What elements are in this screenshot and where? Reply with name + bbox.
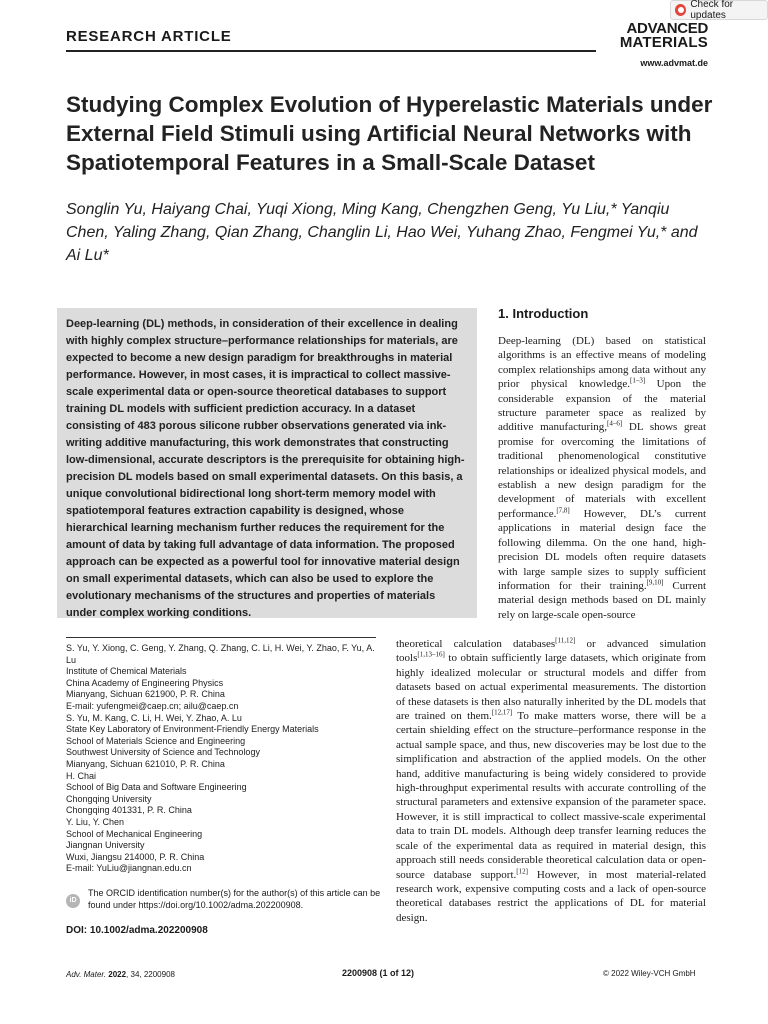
affiliation-line: School of Big Data and Software Engineering	[66, 782, 247, 793]
intro-text: or advanced simulation tools	[396, 638, 706, 665]
page-number: 2200908 (1 of 12)	[342, 968, 415, 978]
affiliation-line: S. Yu, M. Kang, C. Li, H. Wei, Y. Zhao, A. Lu	[66, 712, 242, 723]
affiliation-email[interactable]: E-mail: YuLiu@jiangnan.edu.cn	[66, 863, 192, 874]
header-divider	[66, 50, 596, 52]
intro-text: Deep-learning (DL) based on statistical algorithms is an effective means of modeling complex relationships among data without any prior physical knowledge.	[498, 335, 706, 391]
footer-year: 2022	[108, 970, 127, 979]
reference-link[interactable]: [12]	[516, 866, 528, 875]
reference-link[interactable]: [11,12]	[555, 636, 576, 645]
affiliations-block	[66, 643, 386, 875]
reference-link[interactable]: [7,8]	[556, 506, 570, 515]
affiliation-line: Jiangnan University	[66, 840, 145, 851]
reference-link[interactable]: [1,13–16]	[417, 650, 445, 659]
affiliation-line: School of Materials Science and Engineering	[66, 735, 246, 746]
reference-link[interactable]: [12,17]	[491, 708, 513, 717]
abstract-text: Deep-learning (DL) methods, in consideration of their excellence in dealing with highly complex structure–performance relationships for materials, are expected to become a new design paradigm for breakthroughs in material performance. However, in most cases, it is impractical to collect massive-scale experimental data or open-source theoretical databases to support training DL models with sufficient prediction accuracy. In a dataset consisting of 483 porous silicone rubber observations generated via ink-writing additive manufacturing, this work demonstrates that constructing low-dimensional, accurate descriptors is the prerequisite for obtaining high-precision DL models based on small experimental datasets. On this basis, a unique convolutional bidirectional long short-term memory model with spatiotemporal features extraction capability is designed, whose hierarchical learning mechanism further reduces the requirement for the amount of data by taking full advantage of data information. The proposed approach can be expected as a powerful tool for innovative material design on small experimental datasets, which can also be used to explore the evolutionary mechanisms of the structures and properties of materials under complex working conditions.	[66, 318, 465, 619]
author-list: Songlin Yu, Haiyang Chai, Yuqi Xiong, Ming Kang, Chengzhen Geng, Yu Liu,* Yanqiu Chen, Yaling Zhang, Qian Zhang, Changlin Li, Hao Wei, Yuhang Zhao, Fengmei Yu,* and Ai Lu*	[66, 201, 698, 264]
journal-logo-line1: ADVANCED	[626, 20, 708, 37]
affiliation-line: Wuxi, Jiangsu 214000, P. R. China	[66, 851, 205, 862]
copyright-notice: © 2022 Wiley-VCH GmbH	[603, 969, 696, 978]
check-for-updates-button[interactable]	[670, 0, 768, 20]
check-for-updates-label: Check for updates	[690, 0, 734, 21]
affiliation-line: Chongqing 401331, P. R. China	[66, 805, 192, 816]
affiliation-divider	[66, 637, 376, 638]
affiliation-line: Y. Liu, Y. Chen	[66, 816, 125, 827]
doi-link[interactable]: DOI: 10.1002/adma.202200908	[66, 925, 208, 936]
orcid-note[interactable]: The ORCID identification number(s) for the author(s) of this article can be found under https://doi.org/10.1002/adma.202200908.	[88, 888, 381, 910]
affiliation-line: Southwest University of Science and Technology	[66, 747, 260, 758]
affiliation-line: China Academy of Engineering Physics	[66, 677, 224, 688]
intro-text: Current material design methods based on DL mainly rely on large-scale open-source	[498, 579, 706, 621]
intro-text: theoretical calculation databases	[396, 638, 556, 650]
affiliation-line: S. Yu, Y. Xiong, C. Geng, Y. Zhang, Q. Zhang, C. Li, H. Wei, Y. Zhao, F. Yu, A. Lu	[66, 643, 375, 665]
orcid-icon[interactable]: iD	[66, 894, 80, 908]
journal-logo-line2: MATERIALS	[619, 34, 708, 51]
intro-paragraph-1	[498, 334, 706, 622]
section-heading-introduction: 1. Introduction	[498, 306, 589, 321]
affiliation-email[interactable]: E-mail: yufengmei@caep.cn; ailu@caep.cn	[66, 700, 239, 711]
intro-text: DL shows great promise for overcoming the limitations of traditional phenomenological constitutive relationships or idealized physical models, and establish a new design paradigm for the development of materials with excellent performance.	[498, 421, 706, 520]
affiliation-line: Chongqing University	[66, 793, 152, 804]
affiliation-line: State Key Laboratory of Environment-Friendly Energy Materials	[66, 724, 319, 735]
journal-logo[interactable]	[606, 22, 708, 50]
reference-link[interactable]: [9,10]	[646, 578, 664, 587]
intro-text: Upon the considerable expansion of the material structure parameter space as realized by additive manufacturing,	[498, 378, 706, 434]
affiliation-line: Mianyang, Sichuan 621900, P. R. China	[66, 689, 225, 700]
article-title: Studying Complex Evolution of Hyperelastic Materials under External Field Stimuli using Artificial Neural Networks with Spatiotemporal Features in a Small-Scale Dataset	[66, 92, 713, 175]
footer-volume: , 34, 2200908	[126, 970, 175, 979]
affiliation-line: H. Chai	[66, 770, 97, 781]
journal-url-link[interactable]: www.advmat.de	[640, 58, 708, 68]
article-type-label: RESEARCH ARTICLE	[66, 28, 232, 45]
affiliation-line: School of Mechanical Engineering	[66, 828, 203, 839]
intro-text: To make matters worse, there will be a certain shielding effect on the structure–performance response in the actual sample space, and thus, new discoveries may be lost due to the simplification and abstraction of the applied models. On the other hand, additive manufacturing is being widely considered to provide high-throughput experimental results with accurate controlling of the structural parameters and extensive expansion of the parameter space. However, it is still impractical to collect massive-scale experimental data to train DL models. Although deep transfer learning reduces the scale of the experimental data as required in material design, this approach still needs considerable theoretical calculation data or open-source database support.	[396, 710, 706, 881]
reference-link[interactable]: [4–6]	[607, 419, 623, 428]
reference-link[interactable]: [1–3]	[630, 376, 646, 385]
intro-text: However, DL’s current applications in material design face the following dilemma. On the one hand, high-precision DL models often require datasets with large sample sizes to supply sufficient information for their training.	[498, 507, 706, 592]
intro-text: However, in most material-related research work, expensive computing costs and a lack of open-source theoretical databases restrict the applications of DL for material design.	[396, 868, 706, 924]
footer-journal: Adv. Mater.	[66, 970, 107, 979]
affiliation-line: Institute of Chemical Materials	[66, 666, 187, 677]
intro-paragraph-2	[396, 637, 706, 925]
intro-text: to obtain sufficiently large datasets, which originate from highly idealized molecular or structural models and differ from datasets based on actual experimental measurements. The distortion of these datasets is then also naturally inherited by the DL models that are trained on them.	[396, 652, 706, 723]
footer-citation	[66, 970, 175, 979]
affiliation-line: Mianyang, Sichuan 621010, P. R. China	[66, 758, 225, 769]
crossmark-icon	[675, 4, 686, 16]
